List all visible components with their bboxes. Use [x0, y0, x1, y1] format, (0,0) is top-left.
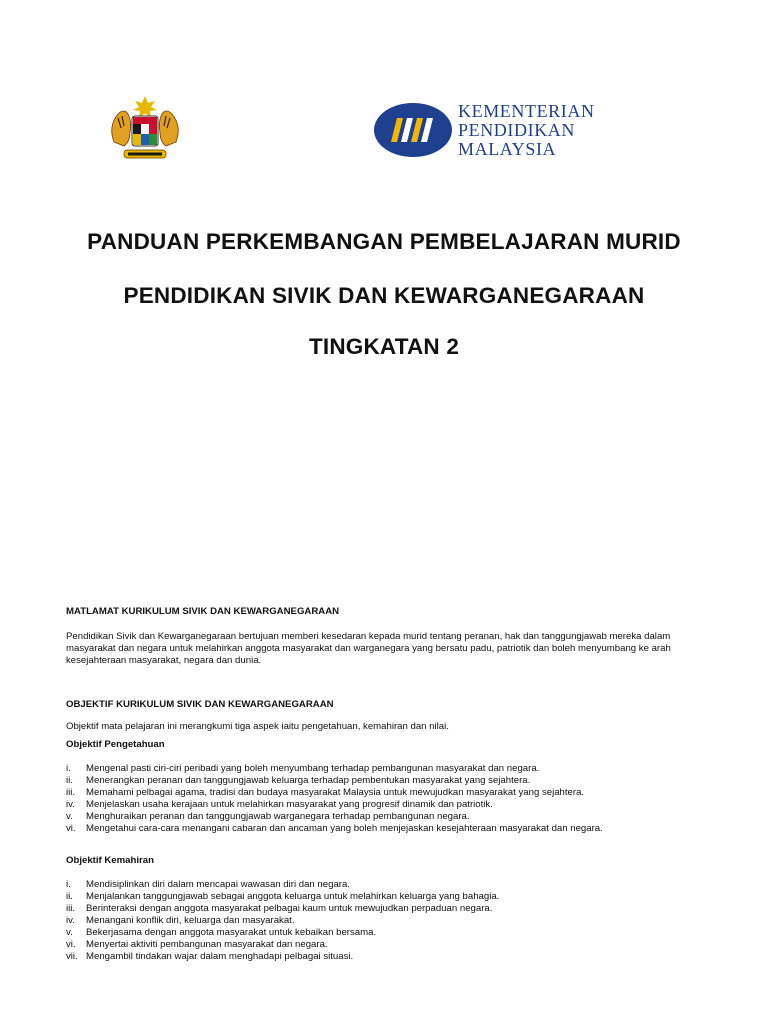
list-number: iv.	[66, 915, 75, 926]
list-text: Menjelaskan usaha kerajaan untuk melahirkan masyarakat yang progresif dinamik dan patriotik.	[86, 799, 493, 810]
list-text: Mengenal pasti ciri-ciri peribadi yang boleh menyumbang terhadap pembangunan masyarakat dan negara.	[86, 763, 540, 774]
list-number: vi.	[66, 939, 76, 950]
list-item	[66, 879, 716, 891]
objektif-heading: OBJEKTIF KURIKULUM SIVIK DAN KEWARGANEGARAAN	[66, 699, 334, 710]
objektif-intro: Objektif mata pelajaran ini merangkumi tiga aspek iaitu pengetahuan, kemahiran dan nilai.	[66, 721, 449, 732]
kemahiran-heading: Objektif Kemahiran	[66, 855, 154, 866]
grade-title: TINGKATAN 2	[308, 334, 460, 359]
document-title: PANDUAN PERKEMBANGAN PEMBELAJARAN MURID	[87, 229, 681, 254]
kpm-logo-icon	[373, 102, 453, 158]
list-number: i.	[66, 763, 71, 774]
kpm-line-1: KEMENTERIAN	[458, 101, 595, 121]
list-item	[66, 939, 716, 951]
matlamat-line-1: Pendidikan Sivik dan Kewarganegaraan bertujuan memberi kesedaran kepada murid tentang peranan, hak dan tanggungjawab mereka dalam	[66, 631, 671, 642]
list-item	[66, 951, 716, 963]
list-item	[66, 903, 716, 915]
kpm-line-2: PENDIDIKAN	[458, 120, 575, 140]
list-number: iii.	[66, 903, 76, 914]
list-text: Mendisiplinkan diri dalam mencapai wawasan diri dan negara.	[86, 879, 350, 890]
list-text: Menyertai aktiviti pembangunan masyarakat dan negara.	[86, 939, 328, 950]
list-number: v.	[66, 811, 73, 822]
list-text: Menerangkan peranan dan tanggungjawab keluarga terhadap pembentukan masyarakat yang sejahtera.	[86, 775, 531, 786]
list-item	[66, 915, 716, 927]
pengetahuan-heading: Objektif Pengetahuan	[66, 739, 165, 750]
subject-title: PENDIDIKAN SIVIK DAN KEWARGANEGARAAN	[123, 283, 645, 308]
list-number: iv.	[66, 799, 75, 810]
matlamat-heading: MATLAMAT KURIKULUM SIVIK DAN KEWARGANEGARAAN	[66, 606, 340, 617]
list-text: Menangani konflik diri, keluarga dan masyarakat.	[86, 915, 295, 926]
kpm-line-3: MALAYSIA	[458, 139, 557, 159]
list-text: Berinteraksi dengan anggota masyarakat pelbagai kaum untuk mewujudkan perpaduan negara.	[86, 903, 493, 914]
list-item	[66, 927, 716, 939]
list-text: Memahami pelbagai agama, tradisi dan budaya masyarakat Malaysia untuk mewujudkan masyarakat yang sejahtera.	[86, 787, 585, 798]
list-item	[66, 787, 716, 799]
matlamat-line-3: kesejahteraan masyarakat, negara dan dunia.	[66, 655, 262, 666]
list-item	[66, 891, 716, 903]
list-text: Bekerjasama dengan anggota masyarakat untuk kebaikan bersama.	[86, 927, 377, 938]
list-text: Mengambil tindakan wajar dalam menghadapi pelbagai situasi.	[86, 951, 354, 962]
pengetahuan-list	[66, 763, 716, 835]
list-item	[66, 811, 716, 823]
coat-of-arms-icon	[104, 94, 186, 166]
kpm-wordmark	[458, 102, 595, 159]
list-number: iii.	[66, 787, 76, 798]
list-number: ii.	[66, 775, 73, 786]
list-item	[66, 823, 716, 835]
list-text: Menghuraikan peranan dan tanggungjawab warganegara terhadap pembangunan negara.	[86, 811, 470, 822]
list-number: v.	[66, 927, 73, 938]
list-number: ii.	[66, 891, 73, 902]
matlamat-line-2: masyarakat dan negara untuk melahirkan anggota masyarakat dan warganegara yang bersatu padu, patriotik dan boleh menyumbang ke arah	[66, 643, 671, 654]
document-body	[66, 606, 716, 963]
list-number: vi.	[66, 823, 76, 834]
list-number: vii.	[66, 951, 78, 962]
list-number: i.	[66, 879, 71, 890]
list-text: Mengetahui cara-cara menangani cabaran dan ancaman yang boleh menjejaskan kesejahteraan masyarakat dan negara.	[86, 823, 603, 834]
list-item	[66, 799, 716, 811]
kemahiran-list	[66, 879, 716, 963]
header-logos	[0, 90, 768, 170]
list-text: Menjalankan tanggungjawab sebagai anggota keluarga untuk melahirkan keluarga yang bahagia.	[86, 891, 500, 902]
list-item	[66, 775, 716, 787]
list-item	[66, 763, 716, 775]
